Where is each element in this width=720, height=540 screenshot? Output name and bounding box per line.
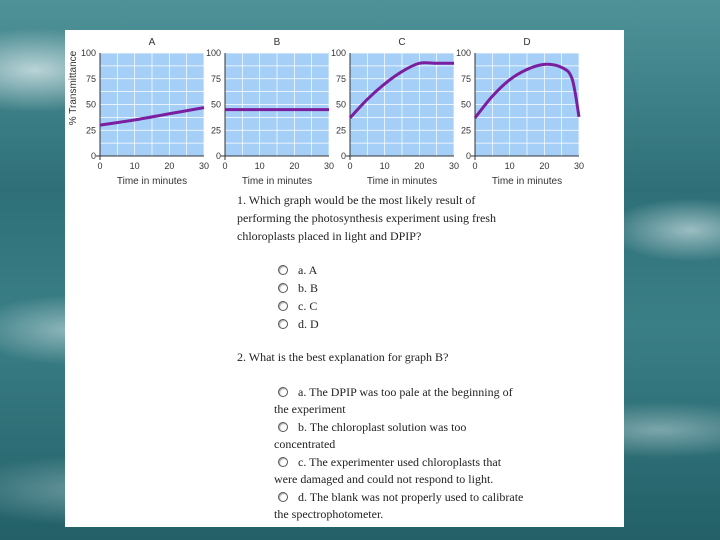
radio-icon[interactable]: [278, 422, 288, 432]
question-1-line-2: performing the photosynthesis experiment using fresh: [237, 211, 496, 225]
y-tick-label: 0: [90, 151, 96, 161]
x-tick-label: 0: [97, 161, 103, 171]
x-tick-label: 10: [254, 161, 265, 171]
q1-option-d[interactable]: [278, 316, 319, 333]
y-tick-label: 0: [215, 151, 221, 161]
y-tick-label: 50: [460, 99, 471, 110]
radio-icon[interactable]: [278, 301, 288, 311]
y-tick-label: 0: [465, 151, 471, 161]
y-tick-label: 25: [210, 125, 221, 136]
x-tick-label: 20: [539, 161, 550, 171]
q2-option-b-label: b. The chloroplast solution was too: [298, 420, 467, 434]
y-tick-label: 100: [205, 48, 221, 58]
chart-a: [68, 37, 209, 187]
y-tick-label: 100: [330, 48, 346, 58]
chart-b: [206, 37, 334, 187]
q1-option-b-label: b. B: [298, 281, 319, 295]
x-tick-label: 10: [129, 161, 140, 171]
x-tick-label: 20: [289, 161, 300, 171]
radio-icon[interactable]: [278, 387, 288, 397]
chart-d: [456, 37, 584, 187]
q1-option-b[interactable]: [278, 280, 318, 297]
radio-icon[interactable]: [278, 319, 288, 329]
x-tick-label: 30: [448, 161, 460, 171]
y-tick-label: 50: [335, 99, 346, 110]
y-tick-label: 50: [85, 99, 96, 110]
x-tick-label: 0: [347, 161, 353, 171]
x-axis-label: Time in minutes: [491, 176, 563, 187]
q2-option-a-label: a. The DPIP was too pale at the beginning of: [298, 385, 513, 399]
q2-option-c-continuation: were damaged and could not respond to light.: [274, 472, 494, 486]
q2-option-c[interactable]: [278, 454, 501, 471]
radio-icon[interactable]: [278, 457, 288, 467]
y-tick-label: 100: [455, 48, 471, 58]
question-1-line-3: chloroplasts placed in light and DPIP?: [237, 229, 422, 243]
y-tick-label: 75: [210, 73, 221, 84]
x-axis-label: Time in minutes: [241, 176, 313, 187]
q1-option-a[interactable]: [278, 262, 317, 279]
x-tick-label: 10: [379, 161, 390, 171]
q2-option-b[interactable]: [278, 419, 466, 436]
y-tick-label: 0: [340, 151, 346, 161]
x-tick-label: 20: [414, 161, 425, 171]
q2-option-a[interactable]: [278, 384, 513, 401]
y-tick-label: 75: [460, 73, 471, 84]
radio-icon[interactable]: [278, 283, 288, 293]
radio-icon[interactable]: [278, 492, 288, 502]
x-axis-label: Time in minutes: [116, 176, 188, 187]
y-tick-label: 50: [210, 99, 221, 110]
y-tick-label: 25: [460, 125, 471, 136]
x-tick-label: 0: [472, 161, 478, 171]
x-axis-label: Time in minutes: [366, 176, 438, 187]
x-tick-label: 20: [164, 161, 175, 171]
q1-option-d-label: d. D: [298, 317, 319, 331]
x-tick-label: 0: [222, 161, 228, 171]
chart-c: [331, 37, 459, 187]
q2-option-d-label: d. The blank was not properly used to calibrate: [298, 490, 524, 504]
chart-title: A: [148, 37, 156, 48]
q2-option-c-label: c. The experimenter used chloroplasts that: [298, 455, 502, 469]
radio-icon[interactable]: [278, 265, 288, 275]
x-tick-label: 30: [198, 161, 210, 171]
chart-title: B: [273, 37, 281, 48]
x-tick-label: 30: [573, 161, 585, 171]
q1-option-a-label: a. A: [298, 263, 318, 277]
q1-option-c[interactable]: [278, 298, 317, 315]
chart-title: D: [523, 37, 531, 48]
y-tick-label: 25: [85, 125, 96, 136]
graphs-figure: [65, 30, 624, 190]
x-tick-label: 10: [504, 161, 515, 171]
q2-option-d-continuation: the spectrophotometer.: [274, 507, 384, 521]
x-tick-label: 30: [323, 161, 335, 171]
chart-title: C: [398, 37, 406, 48]
y-tick-label: 25: [335, 125, 346, 136]
q2-option-a-continuation: the experiment: [274, 402, 346, 416]
y-tick-label: 75: [85, 73, 96, 84]
q1-option-c-label: c. C: [298, 299, 318, 313]
q2-option-b-continuation: concentrated: [274, 437, 336, 451]
y-axis-label: % Transmittance: [68, 50, 79, 126]
y-tick-label: 100: [80, 48, 96, 58]
question-1-line-1: 1. Which graph would be the most likely result of: [237, 193, 476, 207]
content-panel: [65, 30, 624, 527]
q2-option-d[interactable]: [278, 489, 523, 506]
y-tick-label: 75: [335, 73, 346, 84]
question-2-text: 2. What is the best explanation for graph B?: [237, 350, 449, 364]
